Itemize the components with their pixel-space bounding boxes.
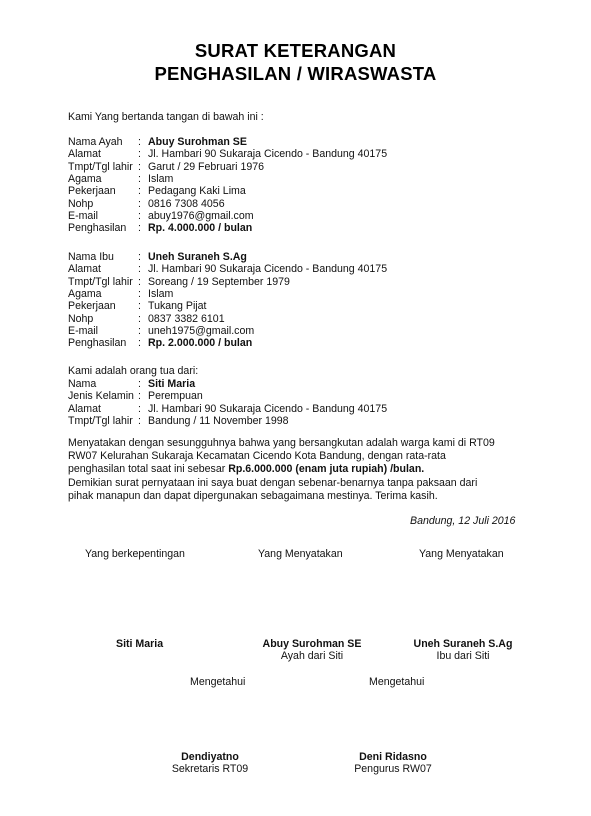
signature-caption: Ibu dari Siti: [436, 650, 490, 662]
info-value: Jl. Hambari 90 Sukaraja Cicendo - Bandung 40175: [148, 402, 388, 415]
info-label: Pekerjaan: [68, 185, 116, 198]
info-value: Soreang / 19 September 1979: [148, 275, 290, 288]
child-intro-text: Kami adalah orang tua dari:: [68, 365, 199, 377]
letter-title-line2: PENGHASILAN / WIRASWASTA: [154, 63, 437, 84]
info-row: [68, 173, 173, 186]
info-label: Pekerjaan: [68, 300, 116, 313]
info-label: Tmpt/Tgl lahir: [68, 414, 133, 427]
info-value: Abuy Surohman SE: [148, 136, 247, 148]
signer-role-child: Yang berkepentingan: [85, 548, 185, 560]
info-value: 0816 7308 4056: [148, 197, 225, 210]
info-row: [68, 415, 289, 428]
info-row: [68, 136, 247, 149]
info-row: [68, 210, 254, 223]
statement-text: penghasilan total saat ini sebesar: [68, 463, 229, 476]
colon-separator: :: [138, 312, 141, 325]
colon-separator: :: [138, 378, 141, 390]
signer-rw: [352, 751, 434, 775]
colon-separator: :: [138, 300, 141, 313]
info-row: [68, 263, 387, 276]
info-value: Uneh Suraneh S.Ag: [148, 251, 247, 263]
info-value: Islam: [148, 287, 174, 300]
colon-separator: :: [138, 251, 141, 263]
info-value: Islam: [148, 172, 174, 185]
colon-separator: :: [138, 337, 141, 350]
info-label: Jenis Kelamin: [68, 390, 134, 403]
place-date: Bandung, 12 Juli 2016: [410, 515, 516, 527]
signature-name: Siti Maria: [116, 638, 164, 650]
info-label: Tmpt/Tgl lahir: [68, 160, 133, 173]
signature-name: Abuy Surohman SE: [262, 638, 362, 650]
info-label: Nama Ayah: [68, 136, 123, 148]
signer-father: [252, 638, 372, 662]
info-label: E-mail: [68, 324, 99, 337]
colon-separator: :: [138, 209, 141, 222]
statement-line: Demikian surat pernyataan ini saya buat dengan sebenar-benarnya tanpa paksaan dari: [68, 476, 478, 489]
info-value: uneh1975@gmail.com: [148, 324, 255, 337]
colon-separator: :: [138, 222, 141, 235]
colon-separator: :: [138, 287, 141, 300]
statement-paragraph: [68, 437, 538, 503]
info-label: Agama: [68, 287, 102, 300]
info-label: Alamat: [68, 402, 101, 415]
info-row: [68, 222, 252, 235]
info-row: [68, 161, 264, 174]
info-row: [68, 403, 387, 416]
colon-separator: :: [138, 402, 141, 415]
info-row: [68, 313, 225, 326]
info-label: Penghasilan: [68, 222, 127, 235]
signer-role-mother: Yang Menyatakan: [419, 548, 504, 560]
info-value: Pedagang Kaki Lima: [148, 185, 246, 198]
signer-name-child: [116, 638, 163, 650]
statement-line: [68, 463, 538, 476]
info-label: Agama: [68, 172, 102, 185]
colon-separator: :: [138, 414, 141, 427]
signature-caption: Sekretaris RT09: [171, 763, 249, 775]
info-row: [68, 337, 252, 350]
signature-name: Dendiyatno: [181, 751, 239, 763]
letter-title-line1: SURAT KETERANGAN: [194, 40, 397, 61]
info-value: Rp. 2.000.000 / bulan: [148, 337, 253, 350]
acknowledge-rt: Mengetahui: [190, 676, 246, 688]
signer-mother: [403, 638, 523, 662]
info-row: [68, 390, 203, 403]
intro-text: Kami Yang bertanda tangan di bawah ini :: [68, 111, 264, 123]
signature-name: Deni Ridasno: [359, 751, 427, 763]
income-total: Rp.6.000.000 (enam juta rupiah) /bulan.: [228, 463, 425, 476]
info-value: Perempuan: [148, 390, 203, 403]
info-value: Jl. Hambari 90 Sukaraja Cicendo - Bandung 40175: [148, 148, 388, 161]
colon-separator: :: [138, 172, 141, 185]
info-value: abuy1976@gmail.com: [148, 209, 254, 222]
info-row: [68, 300, 207, 313]
info-label: Nama Ibu: [68, 251, 114, 263]
info-label: Tmpt/Tgl lahir: [68, 275, 133, 288]
signature-caption: Pengurus RW07: [354, 763, 432, 775]
info-label: Alamat: [68, 148, 101, 161]
statement-line: RW07 Kelurahan Sukaraja Kecamatan Cicendo Kota Bandung, dengan rata-rata: [68, 450, 446, 463]
info-value: Jl. Hambari 90 Sukaraja Cicendo - Bandung 40175: [148, 263, 388, 276]
colon-separator: :: [138, 275, 141, 288]
info-row: [68, 251, 247, 264]
info-row: [68, 325, 254, 338]
info-row: [68, 148, 387, 161]
colon-separator: :: [138, 136, 141, 148]
info-label: Nama: [68, 378, 97, 390]
colon-separator: :: [138, 185, 141, 198]
info-value: Rp. 4.000.000 / bulan: [148, 222, 253, 235]
info-row: [68, 185, 246, 198]
info-label: Nohp: [68, 197, 94, 210]
signer-rt: [170, 751, 250, 775]
colon-separator: :: [138, 197, 141, 210]
acknowledge-rw: Mengetahui: [369, 676, 425, 688]
info-row: [68, 276, 290, 289]
info-row: [68, 198, 225, 211]
statement-line: Menyatakan dengan sesungguhnya bahwa yang bersangkutan adalah warga kami di RT09: [68, 437, 495, 449]
info-label: Nohp: [68, 312, 94, 325]
info-value: Garut / 29 Februari 1976: [148, 160, 265, 173]
colon-separator: :: [138, 263, 141, 276]
info-row: [68, 378, 195, 391]
colon-separator: :: [138, 324, 141, 337]
info-row: [68, 288, 173, 301]
info-value: Bandung / 11 November 1998: [148, 414, 289, 427]
colon-separator: :: [138, 148, 141, 161]
signature-caption: Ayah dari Siti: [280, 650, 344, 662]
statement-line: pihak manapun dan dapat dipergunakan sebagaimana mestinya. Terima kasih.: [68, 489, 438, 502]
info-label: E-mail: [68, 209, 99, 222]
info-value: Tukang Pijat: [148, 300, 207, 313]
colon-separator: :: [138, 160, 141, 173]
info-value: 0837 3382 6101: [148, 312, 225, 325]
signature-name: Uneh Suraneh S.Ag: [413, 638, 513, 650]
info-label: Penghasilan: [68, 337, 127, 350]
colon-separator: :: [138, 390, 141, 403]
info-value: Siti Maria: [148, 378, 196, 390]
signer-role-father: Yang Menyatakan: [258, 548, 343, 560]
info-label: Alamat: [68, 263, 101, 276]
